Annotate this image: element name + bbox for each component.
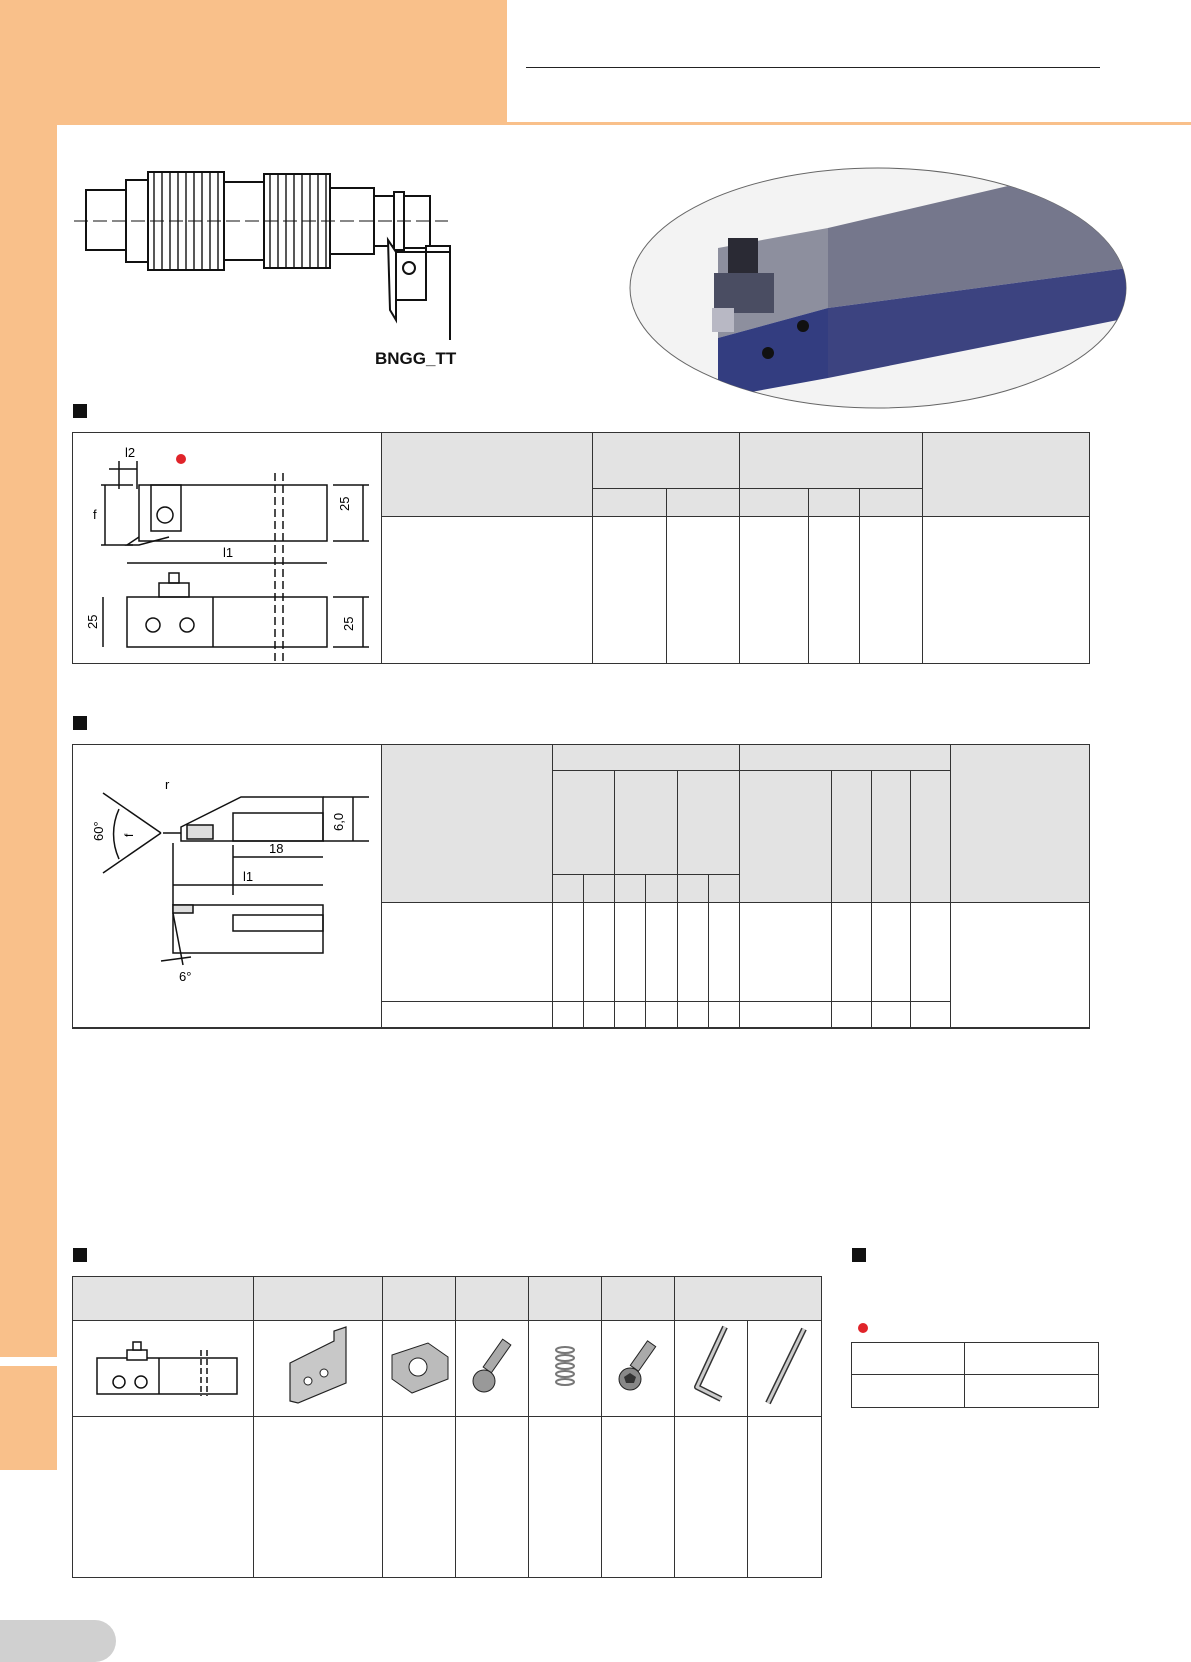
clamp-icon (268, 1323, 368, 1409)
section-marker-holders (73, 404, 87, 418)
legend-table (851, 1342, 1099, 1408)
shim-icon (386, 1333, 452, 1399)
table-row (382, 1028, 553, 1029)
dim-l1-label: l1 (223, 545, 234, 560)
spare-parts-table (72, 1276, 822, 1578)
stock-dot-legend-icon (858, 1323, 868, 1333)
header-rule (507, 122, 1191, 125)
pin-icon (758, 1323, 812, 1409)
screw-icon (462, 1331, 522, 1401)
section-marker-spare-parts (73, 1248, 87, 1262)
holder-spec-table (72, 432, 1090, 664)
table-row (382, 1002, 553, 1028)
cap-screw-icon (608, 1331, 668, 1401)
width-label: 18 (269, 841, 284, 856)
f-label: f (122, 833, 136, 837)
dim-f-label: f (93, 507, 97, 522)
section-marker-legend (852, 1248, 866, 1262)
toolholder-assembly-drawing (70, 160, 470, 370)
dim-b-label: 25 (85, 614, 100, 629)
toolholder-icon (83, 1336, 243, 1396)
section-marker-inserts (73, 716, 87, 730)
side-tab-lower (0, 1366, 57, 1470)
table-row (382, 517, 593, 664)
page-number-tab (0, 1620, 116, 1662)
dim-h2-label: 25 (341, 616, 356, 631)
relief-angle-label: 6° (179, 969, 192, 984)
header-accent-block (0, 0, 507, 125)
insert-dimension-drawing-cell (73, 745, 382, 1028)
side-tab (0, 125, 57, 1357)
product-photo (628, 158, 1128, 418)
dim-h-label: 25 (337, 496, 352, 511)
table-row (73, 1417, 254, 1578)
depth-label: 6,0 (331, 812, 346, 831)
angle-label: 60° (91, 821, 106, 841)
holder-dimension-drawing-cell (73, 433, 382, 664)
hex-key-icon (681, 1323, 741, 1409)
spring-icon (545, 1336, 585, 1396)
holder-dimension-drawing (73, 433, 379, 663)
insert-label: BNGG_TT (375, 349, 457, 368)
table-row (382, 902, 553, 1002)
dim-l2-label: l2 (125, 445, 136, 460)
l1-label: l1 (243, 869, 254, 884)
insert-dimension-drawing (73, 745, 379, 1027)
radius-label: r (165, 777, 170, 792)
insert-spec-table (72, 744, 1090, 1029)
stock-dot-icon (176, 454, 186, 464)
header-title-line (526, 67, 1100, 68)
